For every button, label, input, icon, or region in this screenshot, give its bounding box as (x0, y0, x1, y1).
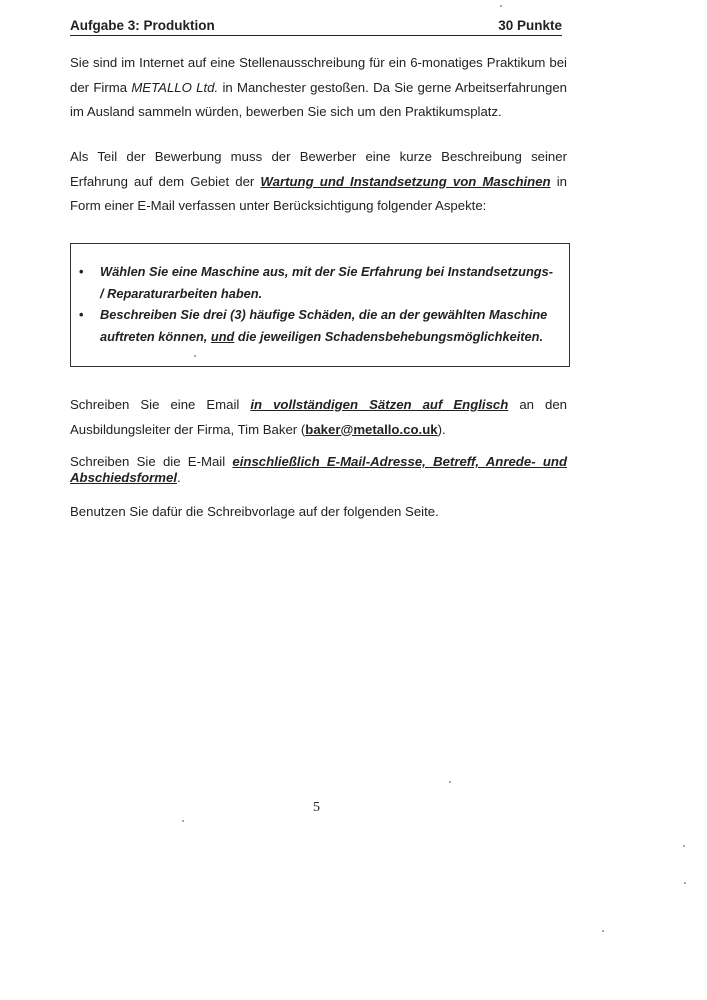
application-paragraph (70, 145, 567, 219)
scan-speck (182, 820, 184, 822)
task-aspects-box (70, 243, 570, 367)
scan-speck (683, 845, 685, 847)
email-address: baker@metallo.co.uk (305, 421, 438, 437)
email-instruction-paragraph (70, 393, 567, 442)
intro-text-b: in Manchester gestoßen. Da Sie gerne Arbeitserfahrungen im Ausland sammeln würden, bewerben Sie sich um den Praktikumsplatz. (70, 79, 567, 119)
aspect-item-1-text: Wählen Sie eine Maschine aus, mit der Sie Erfahrung bei Instandsetzungs- / Reparaturarbeiten haben. (100, 264, 553, 301)
template-note-paragraph: Benutzen Sie dafür die Schreibvorlage auf der folgenden Seite. (70, 504, 439, 519)
scan-speck (684, 882, 686, 884)
scan-speck (449, 781, 451, 783)
language-emphasis: in vollständigen Sätzen auf Englisch (250, 397, 509, 412)
intro-text-a: Sie sind im Internet auf eine Stellenausschreibung für ein 6-monatiges Praktikum bei der Firma (70, 55, 567, 95)
aspect-item-1 (79, 261, 559, 304)
application-text-a: Als Teil der Bewerbung muss der Bewerber eine kurze Beschreibung seiner Erfahrung auf dem Gebiet der (70, 149, 567, 189)
email-instruction-text-b: an den Ausbildungsleiter der Firma, Tim Baker ( (70, 397, 567, 437)
topic-emphasis: Wartung und Instandsetzung von Maschinen (260, 173, 551, 189)
page-number: 5 (313, 800, 320, 815)
bullet-icon: • (79, 264, 84, 279)
aspect-item-2-text-b: die jeweiligen Schadensbehebungsmöglichkeiten. (234, 328, 543, 344)
email-instruction-text-c: ). (437, 421, 446, 437)
scan-speck (602, 930, 604, 932)
email-format-paragraph (70, 454, 567, 486)
task-title: Aufgabe 3: Produktion (70, 18, 215, 33)
aspect-item-2 (79, 304, 559, 347)
company-name: METALLO Ltd. (131, 79, 219, 95)
task-points: 30 Punkte (498, 18, 562, 33)
application-text-b: in Form einer E-Mail verfassen unter Berücksichtigung folgender Aspekte: (70, 173, 567, 213)
format-emphasis: einschließlich E-Mail-Adresse, Betreff, Anrede- und Abschiedsformel (70, 454, 567, 485)
intro-paragraph (70, 51, 567, 125)
aspect-item-2-text-a: Beschreiben Sie drei (3) häufige Schäden, die an der gewählten Maschine auftreten können, (100, 307, 548, 344)
email-format-text-b: . (177, 470, 181, 485)
scan-speck (500, 5, 502, 7)
task-header (70, 17, 562, 36)
aspect-item-2-und: und (210, 328, 235, 344)
aspect-list (79, 261, 559, 347)
email-format-text-a: Schreiben Sie die E-Mail (70, 454, 233, 469)
email-instruction-text-a: Schreiben Sie eine Email (70, 397, 251, 412)
scan-speck (194, 355, 196, 357)
bullet-icon: • (79, 307, 84, 322)
